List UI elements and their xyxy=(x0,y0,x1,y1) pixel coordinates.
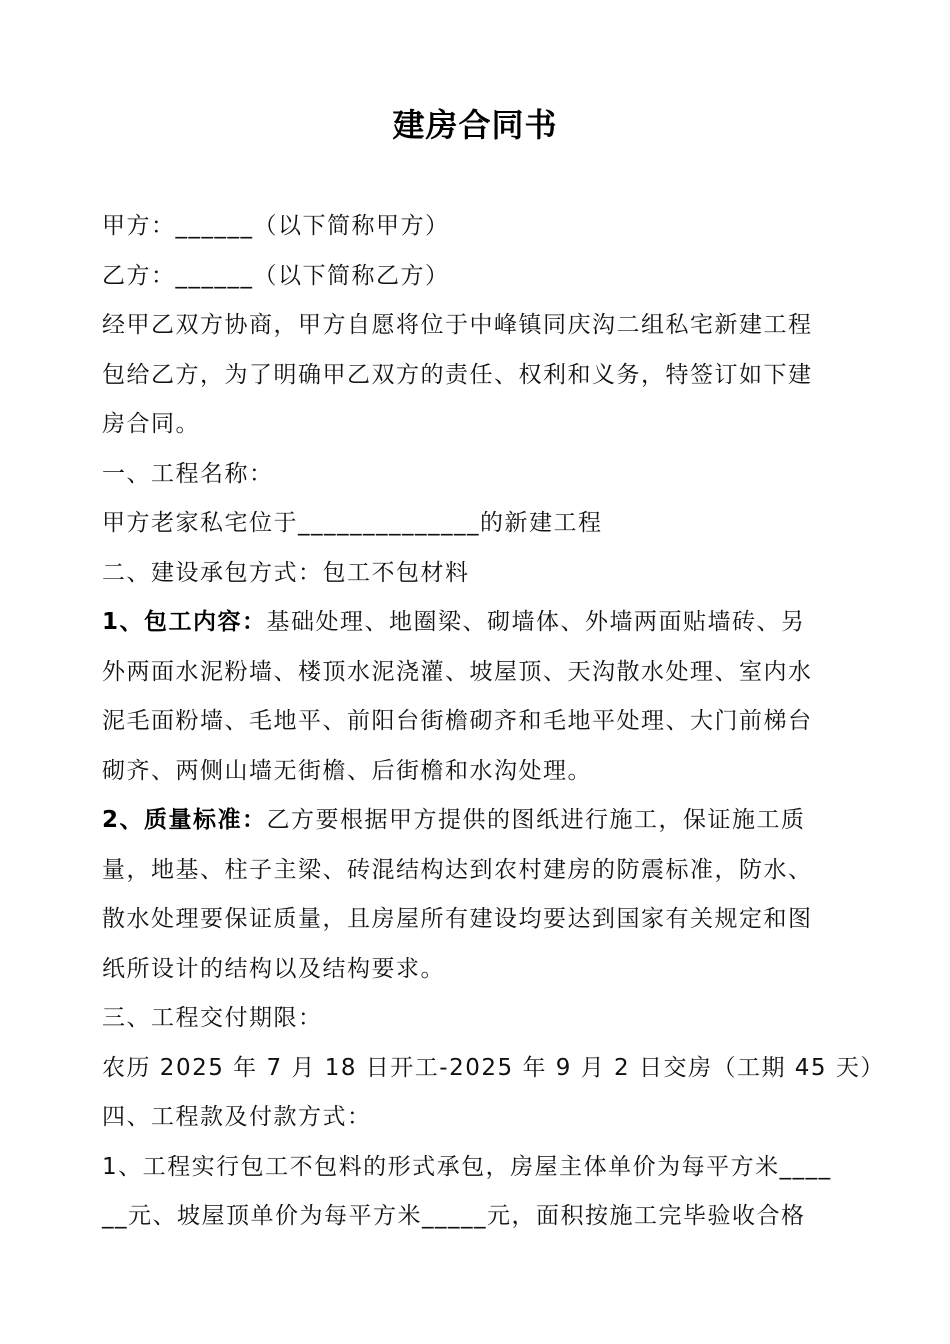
intro-line-3: 房合同。 xyxy=(102,411,200,437)
item-1-line-1 xyxy=(102,598,844,648)
item-1-text: 基础处理、地圈梁、砌墙体、外墙两面贴墙砖、另 xyxy=(266,609,806,635)
item-2-line-4: 纸所设计的结构以及结构要求。 xyxy=(102,955,445,982)
contract-body xyxy=(102,202,885,1242)
item-2-label: 2、质量标准： xyxy=(102,807,267,833)
section-1-body: 甲方老家私宅位于______________的新建工程 xyxy=(102,510,603,536)
item-1-line-2: 外两面水泥粉墙、楼顶水泥浇灌、坡屋顶、天沟散水处理、室内水 xyxy=(102,658,813,685)
intro-line-1: 经甲乙双方协商，甲方自愿将位于中峰镇同庆沟二组私宅新建工程 xyxy=(102,312,813,338)
item-2-line-2: 量，地基、柱子主梁、砖混结构达到农村建房的防震标准，防水、 xyxy=(102,856,813,883)
document-title: 建房合同书 xyxy=(392,106,558,144)
section-4-line-1: 1、工程实行包工不包料的形式承包，房屋主体单价为每平方米____ xyxy=(102,1153,832,1180)
section-3-body: 农历 2025 年 7 月 18 日开工-2025 年 9 月 2 日交房（工期 45 天） xyxy=(102,1054,885,1081)
section-4-line-2: __元、坡屋顶单价为每平方米_____元，面积按施工完毕验收合格 xyxy=(102,1203,806,1229)
section-1-heading: 一、工程名称： xyxy=(102,460,274,487)
section-2-heading: 二、建设承包方式：包工不包材料 xyxy=(102,559,470,586)
item-1-line-3: 泥毛面粉墙、毛地平、前阳台街檐砌齐和毛地平处理、大门前梯台 xyxy=(102,708,813,734)
item-1-label: 1、包工内容： xyxy=(102,609,267,635)
item-1-line-4: 砌齐、两侧山墙无街檐、后街檐和水沟处理。 xyxy=(102,757,592,784)
section-4-heading: 四、工程款及付款方式： xyxy=(102,1104,372,1130)
party-a-line: 甲方：______（以下简称甲方） xyxy=(102,213,450,239)
section-3-heading: 三、工程交付期限： xyxy=(102,1005,323,1031)
item-2-line-1 xyxy=(102,796,844,846)
item-2-text: 乙方要根据甲方提供的图纸进行施工，保证施工质 xyxy=(266,807,806,833)
intro-line-2: 包给乙方，为了明确甲乙双方的责任、权利和义务，特签订如下建 xyxy=(102,361,813,388)
party-b-line: 乙方：______（以下简称乙方） xyxy=(102,262,450,289)
item-2-line-3: 散水处理要保证质量，且房屋所有建设均要达到国家有关规定和图 xyxy=(102,906,813,932)
